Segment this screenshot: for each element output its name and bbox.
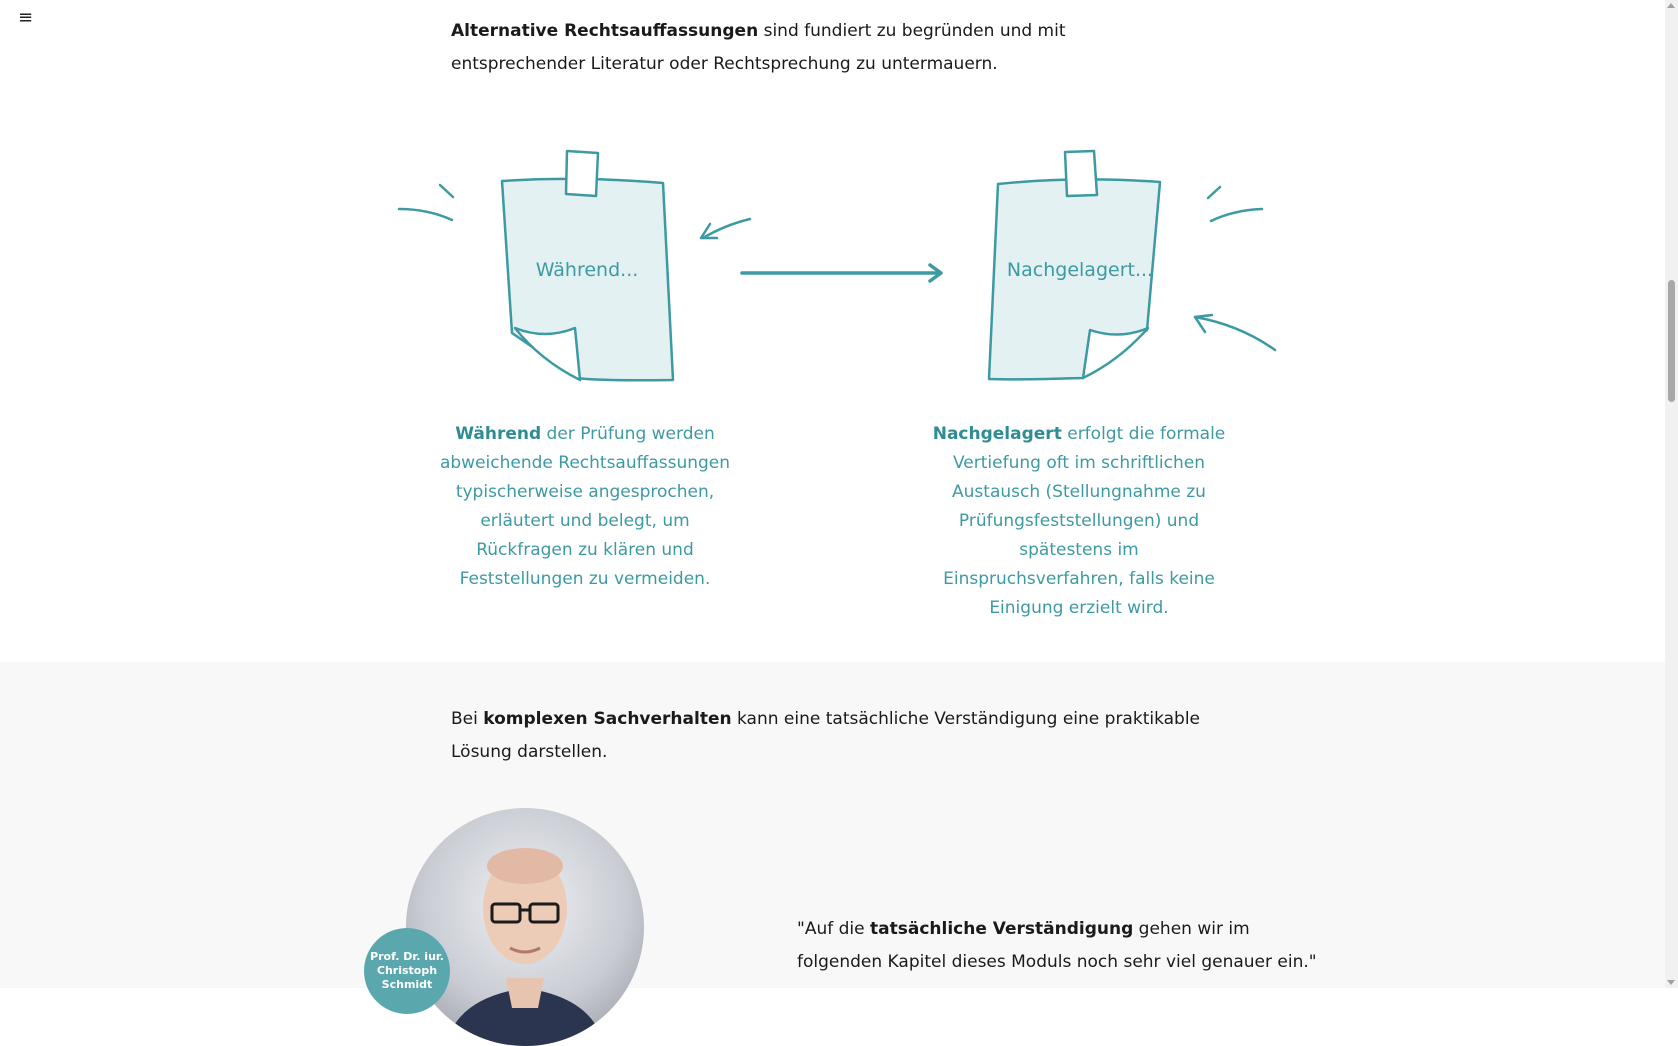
right-note-label: Nachgelagert... bbox=[1006, 259, 1154, 281]
complex-paragraph bbox=[451, 703, 1231, 769]
badge-line-1: Prof. Dr. iur. bbox=[370, 950, 444, 963]
scroll-up-icon[interactable] bbox=[1667, 3, 1675, 8]
after-bold: Nachgelagert bbox=[932, 424, 1062, 444]
after-text bbox=[929, 420, 1229, 623]
intro-text: sind fundiert zu begründen und mit entsprechender Literatur oder Rechtsprechung zu untermauern. bbox=[451, 21, 1066, 74]
during-body: der Prüfung werden abweichende Rechtsauffassungen typischerweise angesprochen, erläutert und belegt, um Rückfragen zu klären und Feststellungen zu vermeiden. bbox=[439, 424, 731, 589]
hamburger-icon: ≡ bbox=[18, 7, 34, 28]
badge-line-3: Schmidt bbox=[381, 978, 433, 991]
left-note-fold bbox=[515, 328, 580, 380]
scroll-thumb[interactable] bbox=[1668, 280, 1675, 402]
intro-bold: Alternative Rechtsauffassungen bbox=[451, 21, 759, 41]
left-dash-1 bbox=[399, 209, 452, 220]
complex-body: kann eine tatsächliche Verständigung eine praktikable Lösung darstellen. bbox=[451, 709, 1201, 762]
left-note-label: Während... bbox=[535, 259, 639, 281]
comparison-illustration bbox=[0, 0, 1678, 400]
left-dash-2 bbox=[440, 185, 453, 197]
right-note-tape bbox=[1065, 151, 1097, 196]
complex-pre: Bei bbox=[451, 709, 484, 729]
scroll-down-icon[interactable] bbox=[1667, 980, 1675, 985]
during-text bbox=[435, 420, 735, 594]
quote-bold: tatsächliche Verständigung bbox=[870, 919, 1134, 939]
during-bold: Während bbox=[455, 424, 542, 444]
quote-text bbox=[797, 913, 1317, 979]
right-note-fold bbox=[1083, 328, 1148, 378]
right-dash-2 bbox=[1211, 209, 1262, 221]
avatar bbox=[406, 808, 644, 1046]
right-dash-1 bbox=[1208, 187, 1220, 198]
quote-body: gehen wir im folgenden Kapitel dieses Moduls noch sehr viel genauer ein." bbox=[797, 919, 1317, 972]
left-note-tape bbox=[566, 151, 598, 196]
vertical-scrollbar[interactable] bbox=[1665, 0, 1678, 988]
badge-line-2: Christoph bbox=[376, 964, 438, 977]
complex-bold: komplexen Sachverhalten bbox=[483, 709, 732, 729]
left-arrow-line bbox=[703, 219, 750, 238]
name-badge bbox=[364, 928, 450, 1014]
after-body: erfolgt die formale Vertiefung oft im schriftlichen Austausch (Stellungnahme zu Prüfungsfeststellungen) und spätestens im Einspruchsverfahren, falls keine Einigung erzielt wird. bbox=[943, 424, 1226, 618]
quote-pre: "Auf die bbox=[797, 919, 870, 939]
right-arrow-line bbox=[1195, 317, 1275, 350]
person-portrait bbox=[406, 808, 644, 1046]
